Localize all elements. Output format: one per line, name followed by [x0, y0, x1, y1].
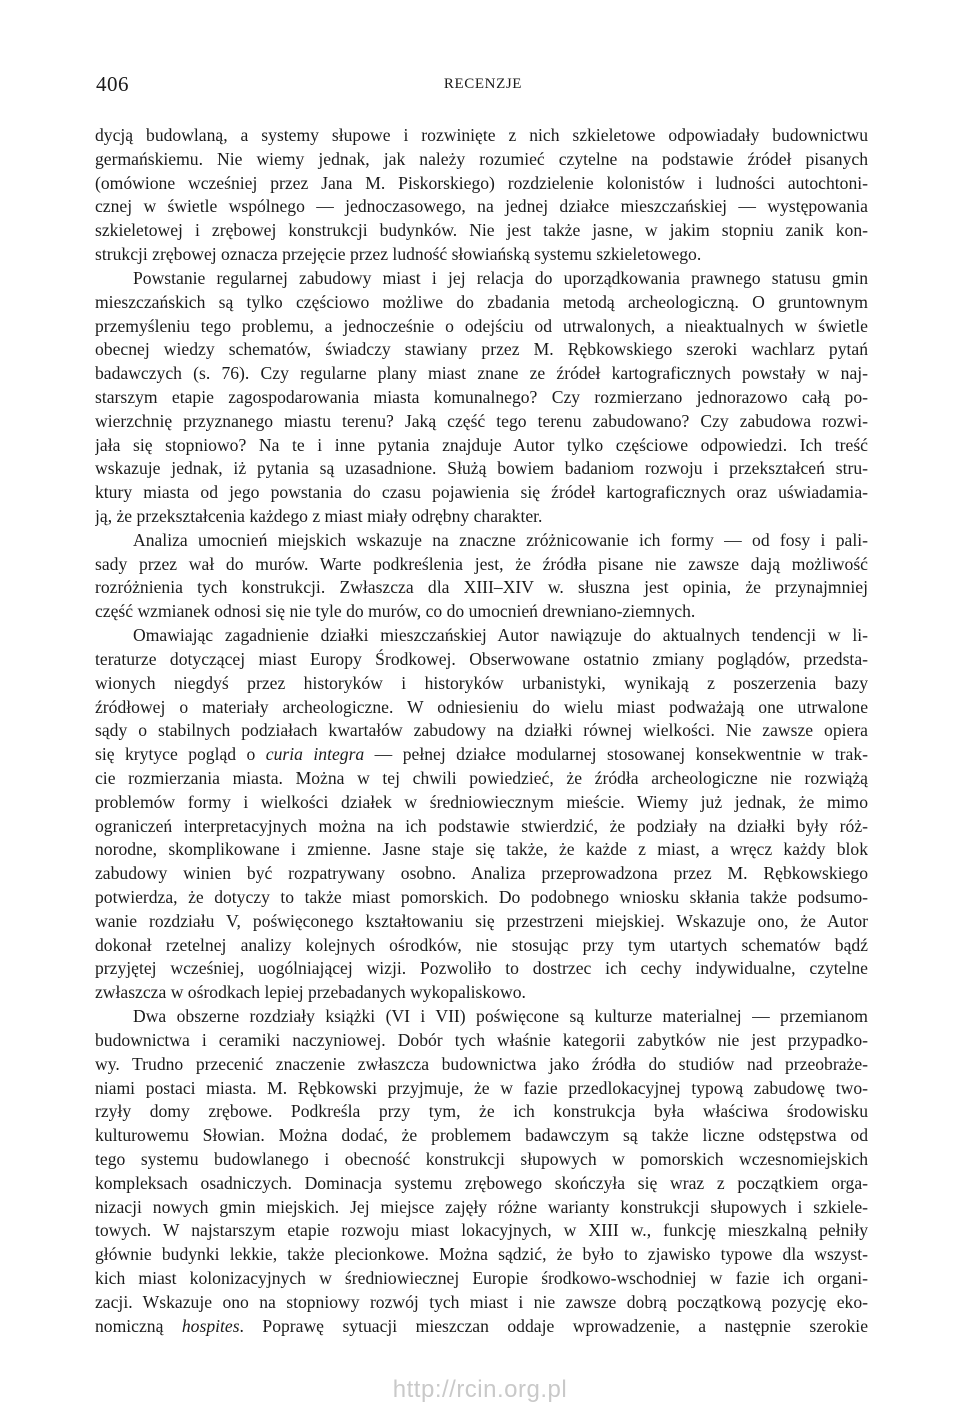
text-line: [95, 1196, 868, 1220]
watermark-url: http://rcin.org.pl: [392, 1376, 568, 1403]
text-line: [95, 1267, 868, 1291]
text-segment: teraturze dotyczącej miast Europy Środkowej. Obserwowane ostatnio zmiany poglądów, przedsta-: [95, 648, 868, 669]
text-line: [95, 195, 868, 219]
text-segment: cie rozmierzania miasta. Można w tej chwili powiedzieć, że źródła archeologiczne nie rozwiążą: [95, 767, 868, 788]
text-segment: tego systemu budowlanego i obecność konstrukcji słupowych w pomorskich wczesnomiejskich: [95, 1148, 868, 1169]
text-segment: potwierdza, że dotyczy to także miast pomorskich. Do podobnego wniosku skłania także podsumo-: [95, 887, 868, 907]
text-line: [95, 838, 868, 862]
text-segment: Dwa obszerne rozdziały książki (VI i VII) poświęcone są kulturze materialnej — przemianom: [133, 1006, 868, 1027]
text-segment: zabudowy winien być rozpatrywany osobno. Analiza przeprowadzona przez M. Rębkowskiego: [95, 863, 868, 884]
page-number: 406: [96, 72, 129, 96]
text-segment: się krytyce pogląd o: [95, 744, 266, 765]
text-line: [95, 957, 868, 981]
text-segment: wskazuje jednak, iż pytania są uzasadnione. Służą bowiem badaniom rozwoju i przekształceń stru-: [95, 458, 868, 479]
text-line: [95, 1005, 868, 1029]
text-line: [95, 338, 868, 362]
text-segment: nomiczną: [95, 1315, 182, 1336]
text-segment: zacji. Wskazuje ono na stopniowy rozwój tych miast i nie zawsze dobrą początkową pozycję eko-: [95, 1291, 868, 1312]
italic-term: hospites: [181, 1315, 240, 1336]
text-line: [95, 315, 868, 339]
text-line: [95, 696, 868, 720]
text-line: [95, 219, 868, 243]
text-line: [95, 505, 868, 529]
text-line: [95, 457, 868, 481]
text-line: [95, 719, 868, 743]
text-segment: badawczych (s. 76). Czy regularne plany miast znane ze źródeł kartograficznych powstały w naj-: [95, 363, 868, 384]
text-line: [95, 815, 868, 839]
text-segment: Powstanie regularnej zabudowy miast i jej relacja do uporządkowania prawnego statusu gmin: [133, 267, 868, 288]
text-segment: wierzchnię przyznanego miastu terenu? Jaką część tego terenu zabudowano? Czy zabudowa rozwi-: [95, 410, 868, 431]
text-segment: jała się stopniowo? Na te i inne pytania znajduje Autor tylko częściowe odpowiedzi. Ich treść: [95, 434, 868, 455]
text-line: [95, 791, 868, 815]
text-line: [95, 267, 868, 291]
text-line: [95, 743, 868, 767]
text-segment: szkieletowej i zrębowej konstrukcji budynków. Nie jest także jasne, w jakim stopniu zanik kon-: [95, 220, 868, 241]
text-segment: dokonał rzetelnej analizy kolejnych ośrodków, nie stosując przy tym utartych schematów bądź: [95, 934, 868, 955]
text-segment: źródłowej o materiały archeologiczne. W odniesieniu do wielu miast podważają one utrwalone: [95, 696, 868, 717]
text-segment: problemów formy i wielkości działek w średniowiecznym mieście. Wiemy już jednak, że mimo: [95, 791, 868, 812]
text-segment: kompleksach osadniczych. Dominacja systemu zrębowego skończyła się wraz z początkiem orga-: [95, 1172, 868, 1193]
text-segment: (omówione wcześniej przez Jana M. Piskorskiego) rozdzielenie kolonistów i ludności autochtoni-: [95, 172, 868, 193]
text-segment: Analiza umocnień miejskich wskazuje na znaczne zróżnicowanie ich formy — od fosy i pali-: [133, 529, 868, 550]
text-segment: zwłaszcza w ośrodkach lepiej przebadanych wykopaliskowo.: [95, 982, 526, 1003]
text-line: [95, 767, 868, 791]
text-line: [95, 148, 868, 172]
text-segment: wionych niegdyś przez historyków i historyków urbanistyki, wynikają z poszerzenia bazy: [95, 672, 868, 693]
text-line: [95, 1291, 868, 1315]
text-segment: mieszczańskich są tylko częściowo możliwe do zbadania metodą archeologiczną. O gruntownym: [95, 291, 868, 312]
text-line: [95, 934, 868, 958]
text-line: [95, 1243, 868, 1267]
text-line: [95, 672, 868, 696]
text-line: [95, 481, 868, 505]
text-segment: głównie budynki lekkie, także plecionkowe. Można sądzić, że było to zjawisko typowe dla wszyst-: [95, 1244, 868, 1265]
text-line: [95, 910, 868, 934]
text-line: [95, 1315, 868, 1339]
text-line: [95, 553, 868, 577]
text-segment: budownictwa i ceramiki naczyniowej. Dobór tych właśnie kategorii zabytków nie jest przypadko-: [95, 1029, 868, 1050]
text-line: [95, 362, 868, 386]
text-segment: obecnej wiedzy schematów, świadczy stawiany przez M. Rębkowskiego szeroki wachlarz pytań: [95, 339, 868, 360]
text-segment: starszym etapie zagospodarowania miasta komunalnego? Czy rozmierzano jednorazowo całą po-: [95, 386, 868, 407]
text-segment: sądy o stabilnych podziałach kwartałów zabudowy na działki równej wielkości. Nie zawsze opiera: [95, 720, 868, 741]
text-segment: rozróżnienia tych konstrukcji. Zwłaszcza dla XIII–XIV w. słuszna jest opinia, że przynajmniej: [95, 577, 868, 598]
text-segment: ograniczeń interpretacyjnych można na ich podstawie stwierdzić, że podziały na działki były róż-: [95, 815, 868, 836]
text-segment: Omawiając zagadnienie działki mieszczańskiej Autor nawiązuje do aktualnych tendencji w li-: [133, 625, 868, 646]
text-line: [95, 1100, 868, 1124]
text-line: [95, 600, 868, 624]
page-header: [96, 72, 870, 100]
text-segment: kulturowemu Słowian. Można dodać, że problemem badawczym są także liczne odstępstwa od: [95, 1125, 868, 1146]
text-line: [95, 172, 868, 196]
italic-term: curia integra: [265, 744, 365, 765]
text-line: [95, 1148, 868, 1172]
text-line: [95, 124, 868, 148]
text-segment: strukcji zrębowej oznacza przejęcie przez ludność słowiańską systemu szkieletowego.: [95, 244, 702, 265]
text-line: [95, 624, 868, 648]
text-segment: sady przez wał do murów. Warte podkreślenia jest, że źródła pisane nie zawsze dają możliwość: [95, 553, 868, 574]
text-line: [95, 1077, 868, 1101]
text-segment: część wzmianek odnosi się nie tyle do murów, co do umocnień drewniano-ziemnych.: [95, 601, 696, 622]
text-line: [95, 1053, 868, 1077]
text-line: [95, 1219, 868, 1243]
text-line: [95, 291, 868, 315]
text-segment: germańskiemu. Nie wiemy jednak, jak należy rozumieć czytelne na podstawie źródeł pisanych: [95, 148, 868, 169]
text-segment: przemyśleniu tego problemu, a jednocześnie o odejściu od utrwalonych, a nieaktualnych w świetle: [95, 315, 868, 336]
text-segment: cznej w świetle wspólnego — jednoczasowego, na jednej działce mieszczańskiej — występowania: [95, 196, 868, 217]
text-line: [95, 410, 868, 434]
text-line: [95, 886, 868, 910]
text-segment: ktury miasta od jego powstania do czasu pojawienia się źródeł kartograficznych oraz uświadamia-: [95, 482, 868, 503]
text-line: [95, 981, 868, 1005]
text-segment: ją, że przekształcenia każdego z miast miały odrębny charakter.: [95, 506, 543, 526]
text-line: [95, 386, 868, 410]
text-segment: towych. W najstarszym etapie rozwoju miast lokacyjnych, w XIII w., funkcję mieszkalną pełniły: [95, 1220, 868, 1241]
text-line: [95, 1172, 868, 1196]
text-segment: rzyły domy zrębowe. Podkreśla przy tym, że ich konstrukcja była właściwa środowisku: [95, 1101, 868, 1122]
text-segment: dycją budowlaną, a systemy słupowe i rozwinięte z nich szkieletowe odpowiadały budownictwu: [95, 125, 868, 145]
running-head: RECENZJE: [443, 76, 523, 92]
text-segment: kich miast kolonizacyjnych w średniowiecznej Europie środkowo-wschodniej w fazie ich organi-: [95, 1268, 868, 1288]
text-segment: wy. Trudno przecenić znaczenie zwłaszcza budownictwa jako źródła do studiów nad przeobraże-: [95, 1053, 868, 1074]
text-segment: wanie rozdziału V, poświęconego kształtowaniu się przestrzeni miejskiej. Wskazuje ono, że Autor: [95, 910, 868, 931]
text-line: [95, 1124, 868, 1148]
text-line: [95, 576, 868, 600]
text-segment: niami postaci miasta. M. Rębkowski przyjmuje, że w fazie przedlokacyjnej typową zabudowę two-: [95, 1077, 868, 1098]
text-segment: nizacji nowych gmin miejskich. Jej miejsce zajęły różne warianty konstrukcji słupowych i szkiele-: [95, 1196, 868, 1217]
text-line: [95, 434, 868, 458]
text-line: [95, 648, 868, 672]
text-segment: — pełnej działce modularnej stosowanej konsekwentnie w trak-: [364, 744, 868, 765]
text-line: [95, 1029, 868, 1053]
text-line: [95, 529, 868, 553]
text-segment: norodne, skomplikowane i zmienne. Jasne staje się także, że każde z miast, a wręcz każdy blok: [95, 839, 868, 860]
text-segment: . Poprawę sytuacji mieszczan oddaje wprowadzenie, a następnie szerokie: [239, 1315, 868, 1336]
body-text: [95, 124, 868, 1338]
text-line: [95, 243, 868, 267]
text-line: [95, 862, 868, 886]
text-segment: przyjętej wcześniej, uogólniającej wizji. Pozwoliło to dostrzec ich cechy indywidualne, czytelne: [95, 958, 868, 979]
